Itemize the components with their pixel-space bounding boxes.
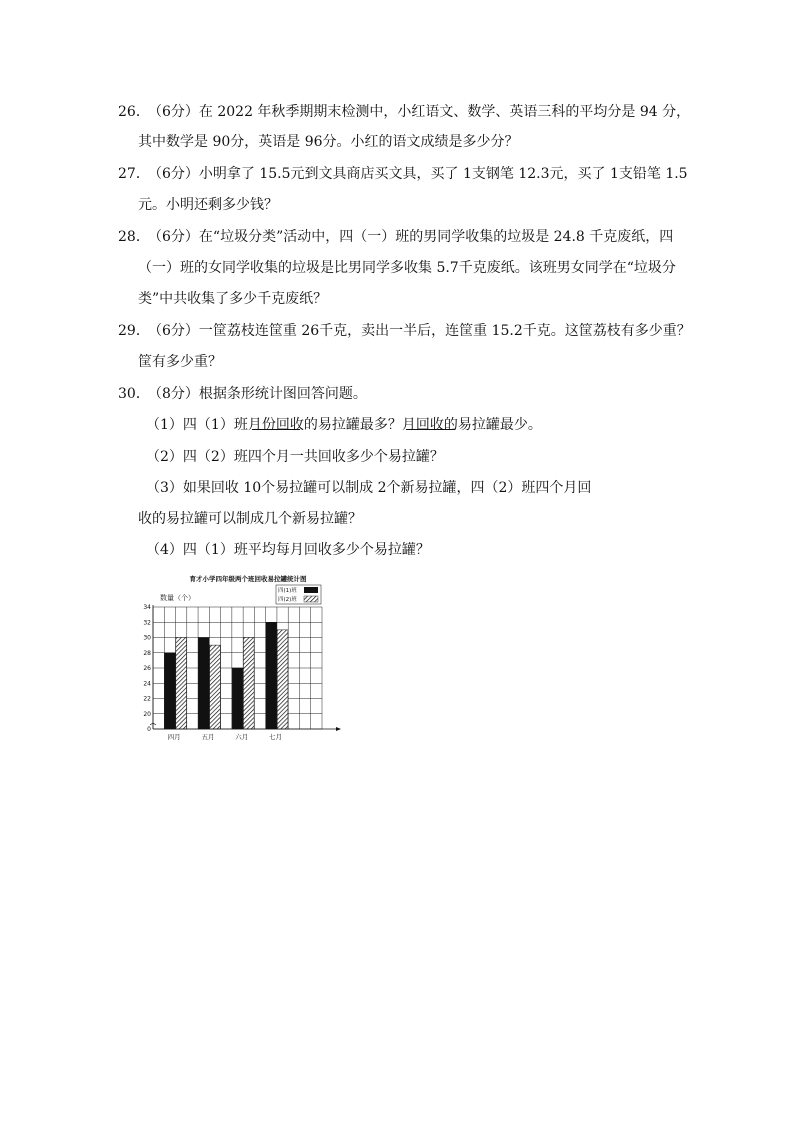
y-tick-label: 22 [143, 695, 151, 703]
question-number: 27． [118, 166, 150, 182]
y-axis-label: 数量（个） [160, 594, 195, 602]
y-tick-label: 34 [143, 604, 151, 611]
question-number: 28． [118, 229, 150, 245]
y-tick-label: 20 [143, 710, 151, 718]
subquestion-1-text-a: （1）四（1）班 [146, 417, 248, 433]
question-text-line: （8分）根据条形统计图回答问题。 [148, 386, 367, 402]
question-text-line: （一）班的女同学收集的垃圾是比男同学多收集 5.7千克废纸。该班男女同学在“垃圾分 [138, 260, 676, 276]
subquestion-2-text: （2）四（2）班四个月一共回收多少个易拉罐？ [146, 449, 444, 465]
bar-series-1 [165, 653, 176, 729]
question-text-line: （6分）一筐荔枝连筐重 26千克，卖出一半后，连筐重 15.2千克。这筐荔枝有多少重？ [148, 323, 691, 339]
question-number: 30． [118, 386, 150, 402]
x-tick-label: 四月 [167, 733, 181, 741]
question-text-line: （6分）在“垃圾分类”活动中，四（一）班的男同学收集的垃圾是 24.8 千克废纸，四 [148, 229, 674, 245]
question-text-line: 类”中共收集了多少千克废纸？ [138, 291, 328, 307]
question-text-line: 其中数学是 90分，英语是 96分。小红的语文成绩是多少分？ [138, 134, 519, 150]
question-number: 26． [118, 104, 150, 120]
chart-legend [276, 585, 321, 604]
y-tick-label: 32 [143, 619, 151, 627]
y-tick-label: 28 [143, 649, 151, 657]
y-tick-label: 24 [143, 680, 151, 688]
question-text-line: 元。小明还剩多少钱？ [138, 197, 278, 213]
y-tick-label: 30 [143, 634, 151, 642]
y-tick-label: 26 [143, 665, 151, 672]
bar-series-2 [176, 638, 187, 730]
answer-blank-2[interactable] [406, 417, 454, 430]
question-text-line: （6分）在 2022 年秋季期期末检测中，小红语文、数学、英语三科的平均分是 94 分， [148, 104, 691, 120]
chart-title: 育才小学四年级两个班回收易拉罐统计图 [189, 575, 307, 583]
bar-series-2 [210, 645, 221, 729]
subquestion-1-line [146, 417, 542, 433]
bar-chart [138, 570, 343, 746]
x-tick-label: 六月 [235, 733, 249, 741]
bar-series-1 [266, 622, 277, 729]
question-number: 29． [118, 323, 150, 339]
bar-series-1 [198, 638, 209, 730]
bar-series-2 [243, 638, 254, 730]
legend-swatch-hatched [304, 596, 318, 602]
subquestion-4-text: （4）四（1）班平均每月回收多少个易拉罐？ [146, 542, 430, 558]
bar-series-2 [277, 630, 288, 729]
legend-label-series-1: 四(1)班 [278, 588, 297, 594]
x-tick-label: 五月 [201, 733, 215, 741]
y-tick-label: 0 [147, 726, 151, 733]
subquestion-3-text-cont: 收的易拉罐可以制成几个新易拉罐？ [138, 511, 362, 527]
subquestion-1-text-b: 月份回收的易拉罐最多？ [247, 417, 402, 433]
legend-swatch-solid [304, 587, 318, 593]
question-text-line: （6分）小明拿了 15.5元到文具商店买文具，买了 1支钢笔 12.3元，买了 1支铅笔 1.5 [148, 166, 688, 182]
subquestion-3-text: （3）如果回收 10个易拉罐可以制成 2个新易拉罐，四（2）班四个月回 [146, 480, 592, 496]
x-tick-label: 七月 [269, 733, 283, 741]
answer-blank-1[interactable] [252, 417, 300, 430]
bar-series-1 [232, 668, 243, 729]
question-text-line: 筐有多少重？ [138, 354, 222, 370]
legend-label-series-2: 四(2)班 [278, 597, 297, 603]
subquestion-1-text-c: 月回收的易拉罐最少。 [401, 417, 542, 433]
